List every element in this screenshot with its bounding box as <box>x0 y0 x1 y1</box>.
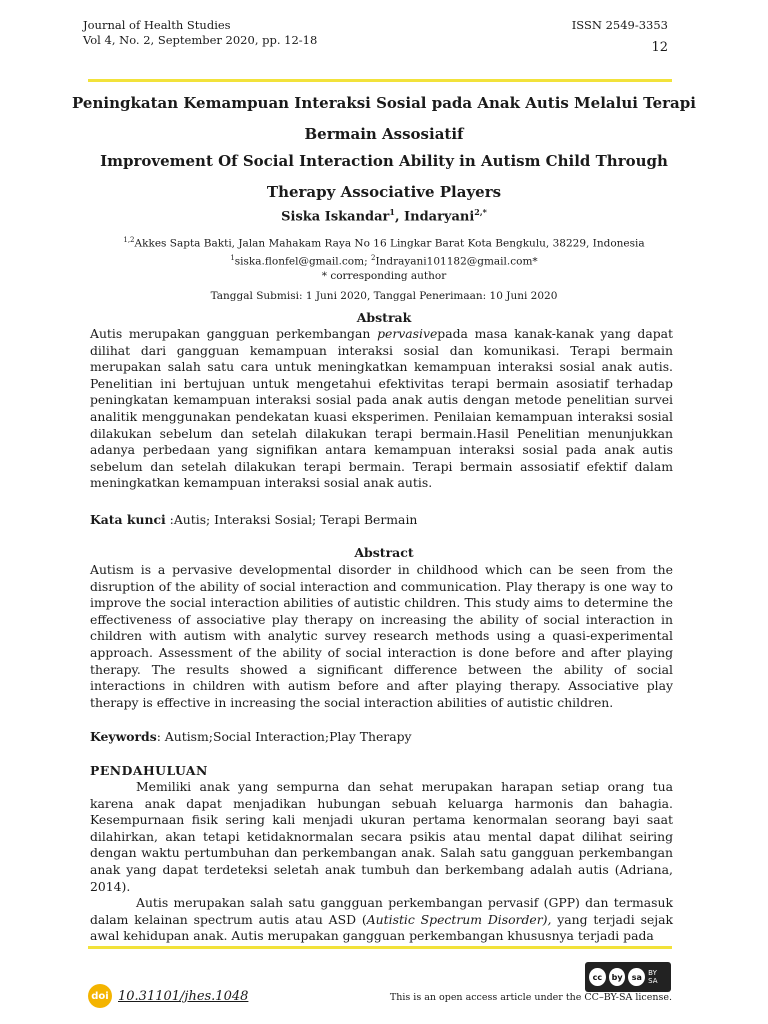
page-number: 12 <box>651 40 668 55</box>
pendahuluan-p2-post: yang terjadi sejak awal kehidupan anak. Autis merupakan gangguan perkembangan khususnya terjadi pada <box>90 911 674 944</box>
bottom-rule <box>88 946 672 949</box>
title-en-line-2: Therapy Associative Players <box>266 183 502 201</box>
title-id-line-2: Bermain Assosiatif <box>304 125 464 143</box>
abstract-heading: Abstract <box>354 545 414 560</box>
title-id-line-1: Peningkatan Kemampuan Interaksi Sosial pada Anak Autis Melalui Terapi <box>72 94 696 112</box>
journal-header <box>83 18 317 48</box>
doi <box>88 984 248 1008</box>
pendahuluan-p2-italic: Autistic Spectrum Disorder), <box>366 911 552 927</box>
pendahuluan-paragraph-1: Memiliki anak yang sempurna dan sehat merupakan harapan setiap orang tua karena anak dapat menjadikan hubungan sebuah keluarga harmonis dan bahagia. Kesempurnaan fisik sering kali menjadi ukuran pertama kenormalan seorang bayi saat dilahirkan, akan tetapi ketidaknormalan secara psikis atau mental dapat dilihat seiring dengan waktu pertumbuhan dan perkembangan anak. Salah satu gangguan perkembangan anak yang dapat terdeteksi seletah anak tumbuh dan berkembang adalah autis (Adriana, 2014). <box>90 779 673 894</box>
pendahuluan-body <box>90 779 673 945</box>
top-rule <box>88 79 672 82</box>
pendahuluan-paragraph-2 <box>90 895 673 945</box>
kata-kunci-text: :Autis; Interaksi Sosial; Terapi Bermain <box>165 512 418 527</box>
email-1: siska.flonfel@gmail.com; <box>234 255 371 268</box>
title-indonesian <box>70 88 698 150</box>
author-1: Siska Iskandar <box>281 209 390 225</box>
affiliation-text: Akkes Sapta Bakti, Jalan Mahakam Raya No 16 Lingkar Barat Kota Bengkulu, 38229, Indonesia <box>134 237 645 250</box>
abstrak-text-italic: pervasive <box>377 326 438 341</box>
journal-volume: Vol 4, No. 2, September 2020, pp. 12-18 <box>83 33 318 47</box>
corresponding-author: * corresponding author <box>321 270 447 282</box>
abstrak-text-post: pada masa kanak-kanak yang dapat dilihat dari gangguan kemampuan interaksi sosial dan komunikasi. Terapi bermain merupakan salah satu cara untuk meningkatkan kemampuan interaksi sosial anak autis. Penelitian ini bertujuan untuk mengetahui efektivitas terapi bermain asosiatif terhadap peningkatan kemampuan interaksi sosial pada anak autis dengan metode penelitian survei analitik menggunakan pendekatan kuasi eksperimen. Penilaian kemampuan interaksi sosial dilakukan sebelum dan setelah dilakukan terapi bermain.Hasil Penelitian menunjukkan adanya perbedaan yang signifikan antara kemampuan interaksi sosial pada anak autis sebelum dan setelah dilakukan terapi bermain. Terapi bermain assosiatif efektif dalam meningkatkan kemampuan interaksi sosial anak autis. <box>90 326 673 491</box>
authors <box>70 207 698 224</box>
affiliation-sup: 1,2 <box>123 236 135 244</box>
by-icon: by <box>609 968 626 986</box>
email-1-sup: 1 <box>230 254 235 262</box>
license-text: This is an open access article under the CC–BY-SA license. <box>389 992 672 1003</box>
title-en-line-1: Improvement Of Social Interaction Ability in Autism Child Through <box>100 152 668 170</box>
author-2: Indaryani <box>404 209 475 225</box>
abstrak-body <box>90 326 673 492</box>
keywords <box>90 729 412 744</box>
email-2-sup: 2 <box>370 254 376 262</box>
abstract-body: Autism is a pervasive developmental disorder in childhood which can be seen from the disruption of the ability of social interaction and communication. Play therapy is one way to improve the social interaction abilities of autistic children. This study aims to determine the effectiveness of associative play therapy on increasing the ability of social interaction in children with autism with analytic survey research methods using a quasi-experimental approach. Assessment of the ability of social interaction is done before and after playing therapy. The results showed a significant difference between the ability of social interactions in children with autism before and after playing therapy. Associative play therapy is effective in increasing the social interaction abilities of autistic children. <box>90 562 673 710</box>
abstrak-heading: Abstrak <box>356 310 412 325</box>
doi-icon: doi <box>88 984 112 1008</box>
cc-icon: cc <box>589 968 606 986</box>
cc-badge-label: BY SA <box>648 969 658 985</box>
keywords-text: : Autism;Social Interaction;Play Therapy <box>156 729 412 744</box>
author-1-sup: 1 <box>389 207 395 217</box>
submission-dates: Tanggal Submisi: 1 Juni 2020, Tanggal Penerimaan: 10 Juni 2020 <box>210 290 558 302</box>
kata-kunci-label: Kata kunci <box>90 512 166 527</box>
keywords-label: Keywords <box>90 729 157 744</box>
author-sep: , <box>394 209 405 225</box>
abstrak-text-pre: Autis merupakan gangguan perkembangan <box>90 326 378 341</box>
cc-by-sa-badge[interactable] <box>585 962 671 992</box>
author-2-sup: 2,* <box>474 207 487 217</box>
pendahuluan-p2-pre: Autis merupakan salah satu gangguan perkembangan pervasif (GPP) dan termasuk dalam kelainan spectrum autis atau ASD ( <box>90 895 673 927</box>
pendahuluan-heading: PENDAHULUAN <box>90 763 208 778</box>
doi-link[interactable]: 10.31101/jhes.1048 <box>118 988 249 1004</box>
journal-name: Journal of Health Studies <box>83 18 231 32</box>
sa-icon: sa <box>628 968 645 986</box>
title-english <box>70 146 698 208</box>
kata-kunci <box>90 512 417 527</box>
email-2: Indrayani101182@gmail.com* <box>375 255 538 268</box>
issn: ISSN 2549-3353 <box>571 18 668 32</box>
